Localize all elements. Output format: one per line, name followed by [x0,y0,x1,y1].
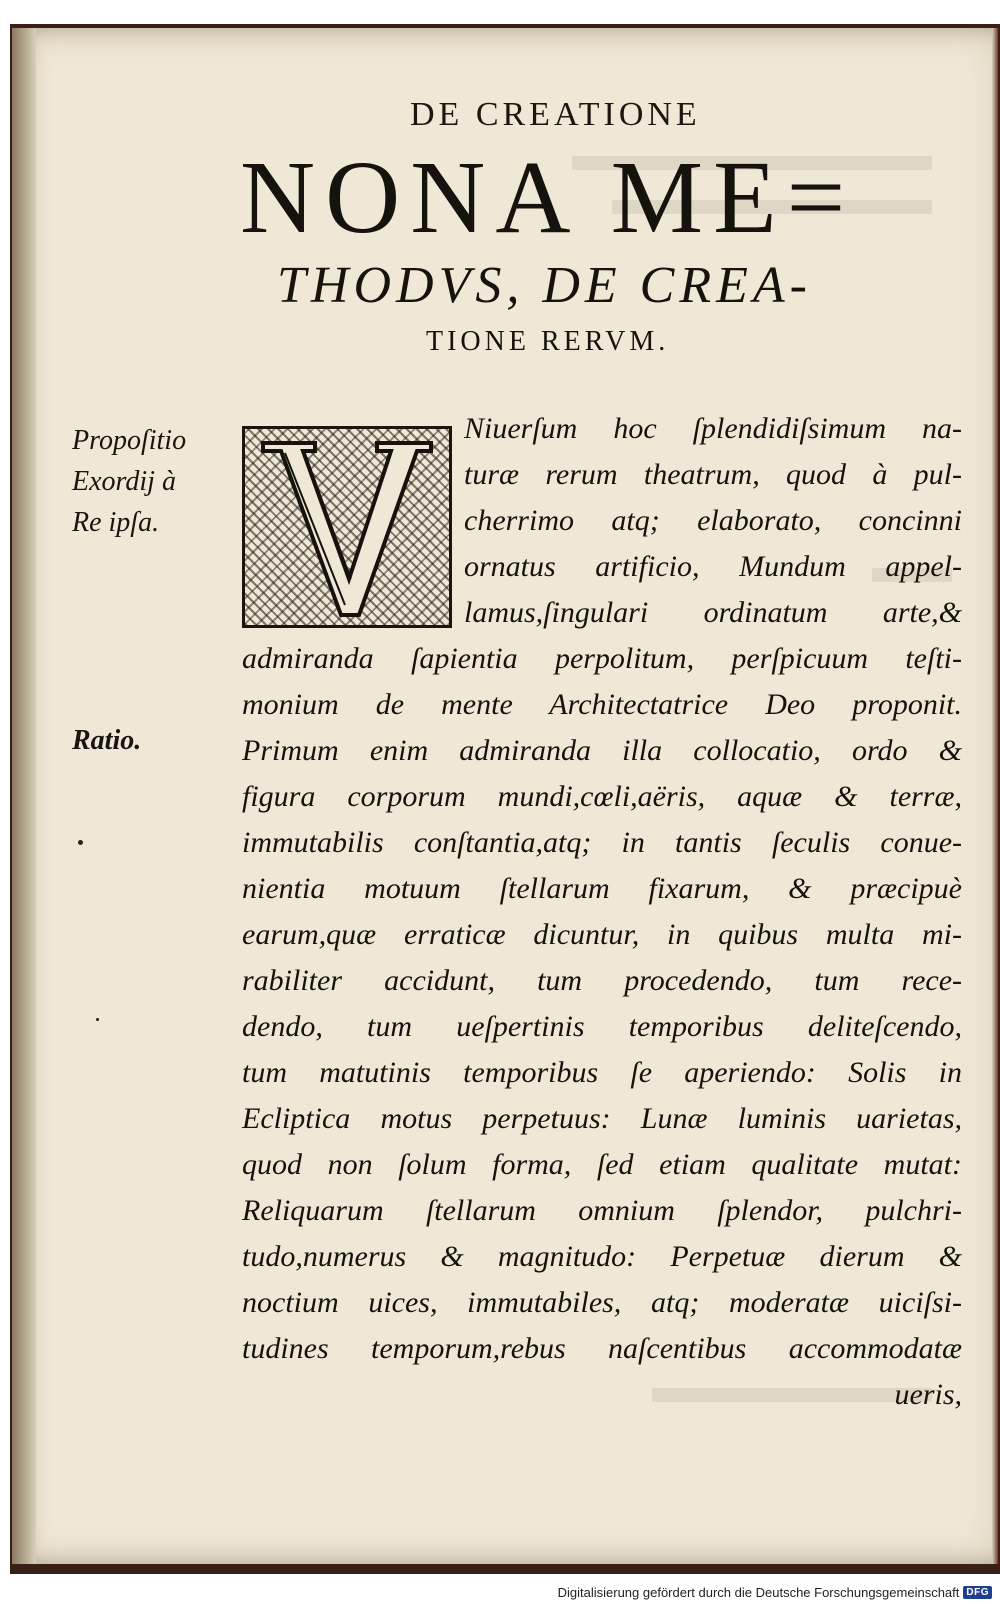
book-page [12,28,998,1564]
chapter-title-line-1: NONA ME= [240,140,856,255]
text-line: figura corporum mundi,cœli,aëris, aquæ & terræ, [242,780,962,813]
running-head: DE CREATIONE [410,96,701,133]
margin-note-line: Exordij à [72,466,176,497]
margin-note-line: Ratio. [72,725,142,756]
text-line: immutabilis conſtantia,atq; in tantis ſeculis conue- [242,826,962,859]
text-line: tum matutinis temporibus ſe aperiendo: Solis in [242,1056,962,1089]
text-line: Ecliptica motus perpetuus: Lunæ luminis uarietas, [242,1102,962,1135]
text-line: lamus,ſingulari ordinatum arte,& [464,596,962,629]
text-line: Reliquarum ſtellarum omnium ſplendor, pulchri- [242,1194,962,1227]
digitization-credit [558,1585,992,1600]
ink-speck [96,1018,99,1021]
ink-speck [78,840,83,845]
chapter-title-line-3: TIONE RERVM. [426,326,670,357]
text-line: Primum enim admiranda illa collocatio, ordo & [242,734,962,767]
margin-note-line: Re ipſa. [72,507,160,538]
credit-text: Digitalisierung gefördert durch die Deutsche Forschungsgemeinschaft [557,1585,960,1600]
text-line: Niuerſum hoc ſplendidiſsimum na- [464,412,962,445]
text-line: tudo,numerus & magnitudo: Perpetuæ dierum & [242,1240,962,1273]
text-line: cherrimo atq; elaborato, concinni [464,504,962,537]
catchword: ueris, [894,1378,962,1411]
text-line: quod non ſolum forma, ſed etiam qualitate mutat: [242,1148,962,1181]
text-line: admiranda ſapientia perpolitum, perſpicuum teſti- [242,642,962,675]
text-line: rabiliter accidunt, tum procedendo, tum rece- [242,964,962,997]
text-line: tudines temporum,rebus naſcentibus accommodatæ [242,1332,962,1365]
text-line: earum,quæ erraticæ dicuntur, in quibus multa mi- [242,918,962,951]
dfg-logo: DFG [963,1586,992,1599]
chapter-title-line-2: THODVS, DE CREA- [277,257,812,314]
margin-note-line: Propoſitio [72,425,187,456]
text-line: turæ rerum theatrum, quod à pul- [464,458,962,491]
text-line: noctium uices, immutabiles, atq; moderatæ uiciſsi- [242,1286,962,1319]
text-line: dendo, tum ueſpertinis temporibus deliteſcendo, [242,1010,962,1043]
text-line: ornatus artificio, Mundum appel- [464,550,962,583]
text-line: monium de mente Architectatrice Deo proponit. [242,688,962,721]
text-line: nientia motuum ſtellarum fixarum, & præcipuè [242,872,962,905]
body-text [12,28,998,1564]
